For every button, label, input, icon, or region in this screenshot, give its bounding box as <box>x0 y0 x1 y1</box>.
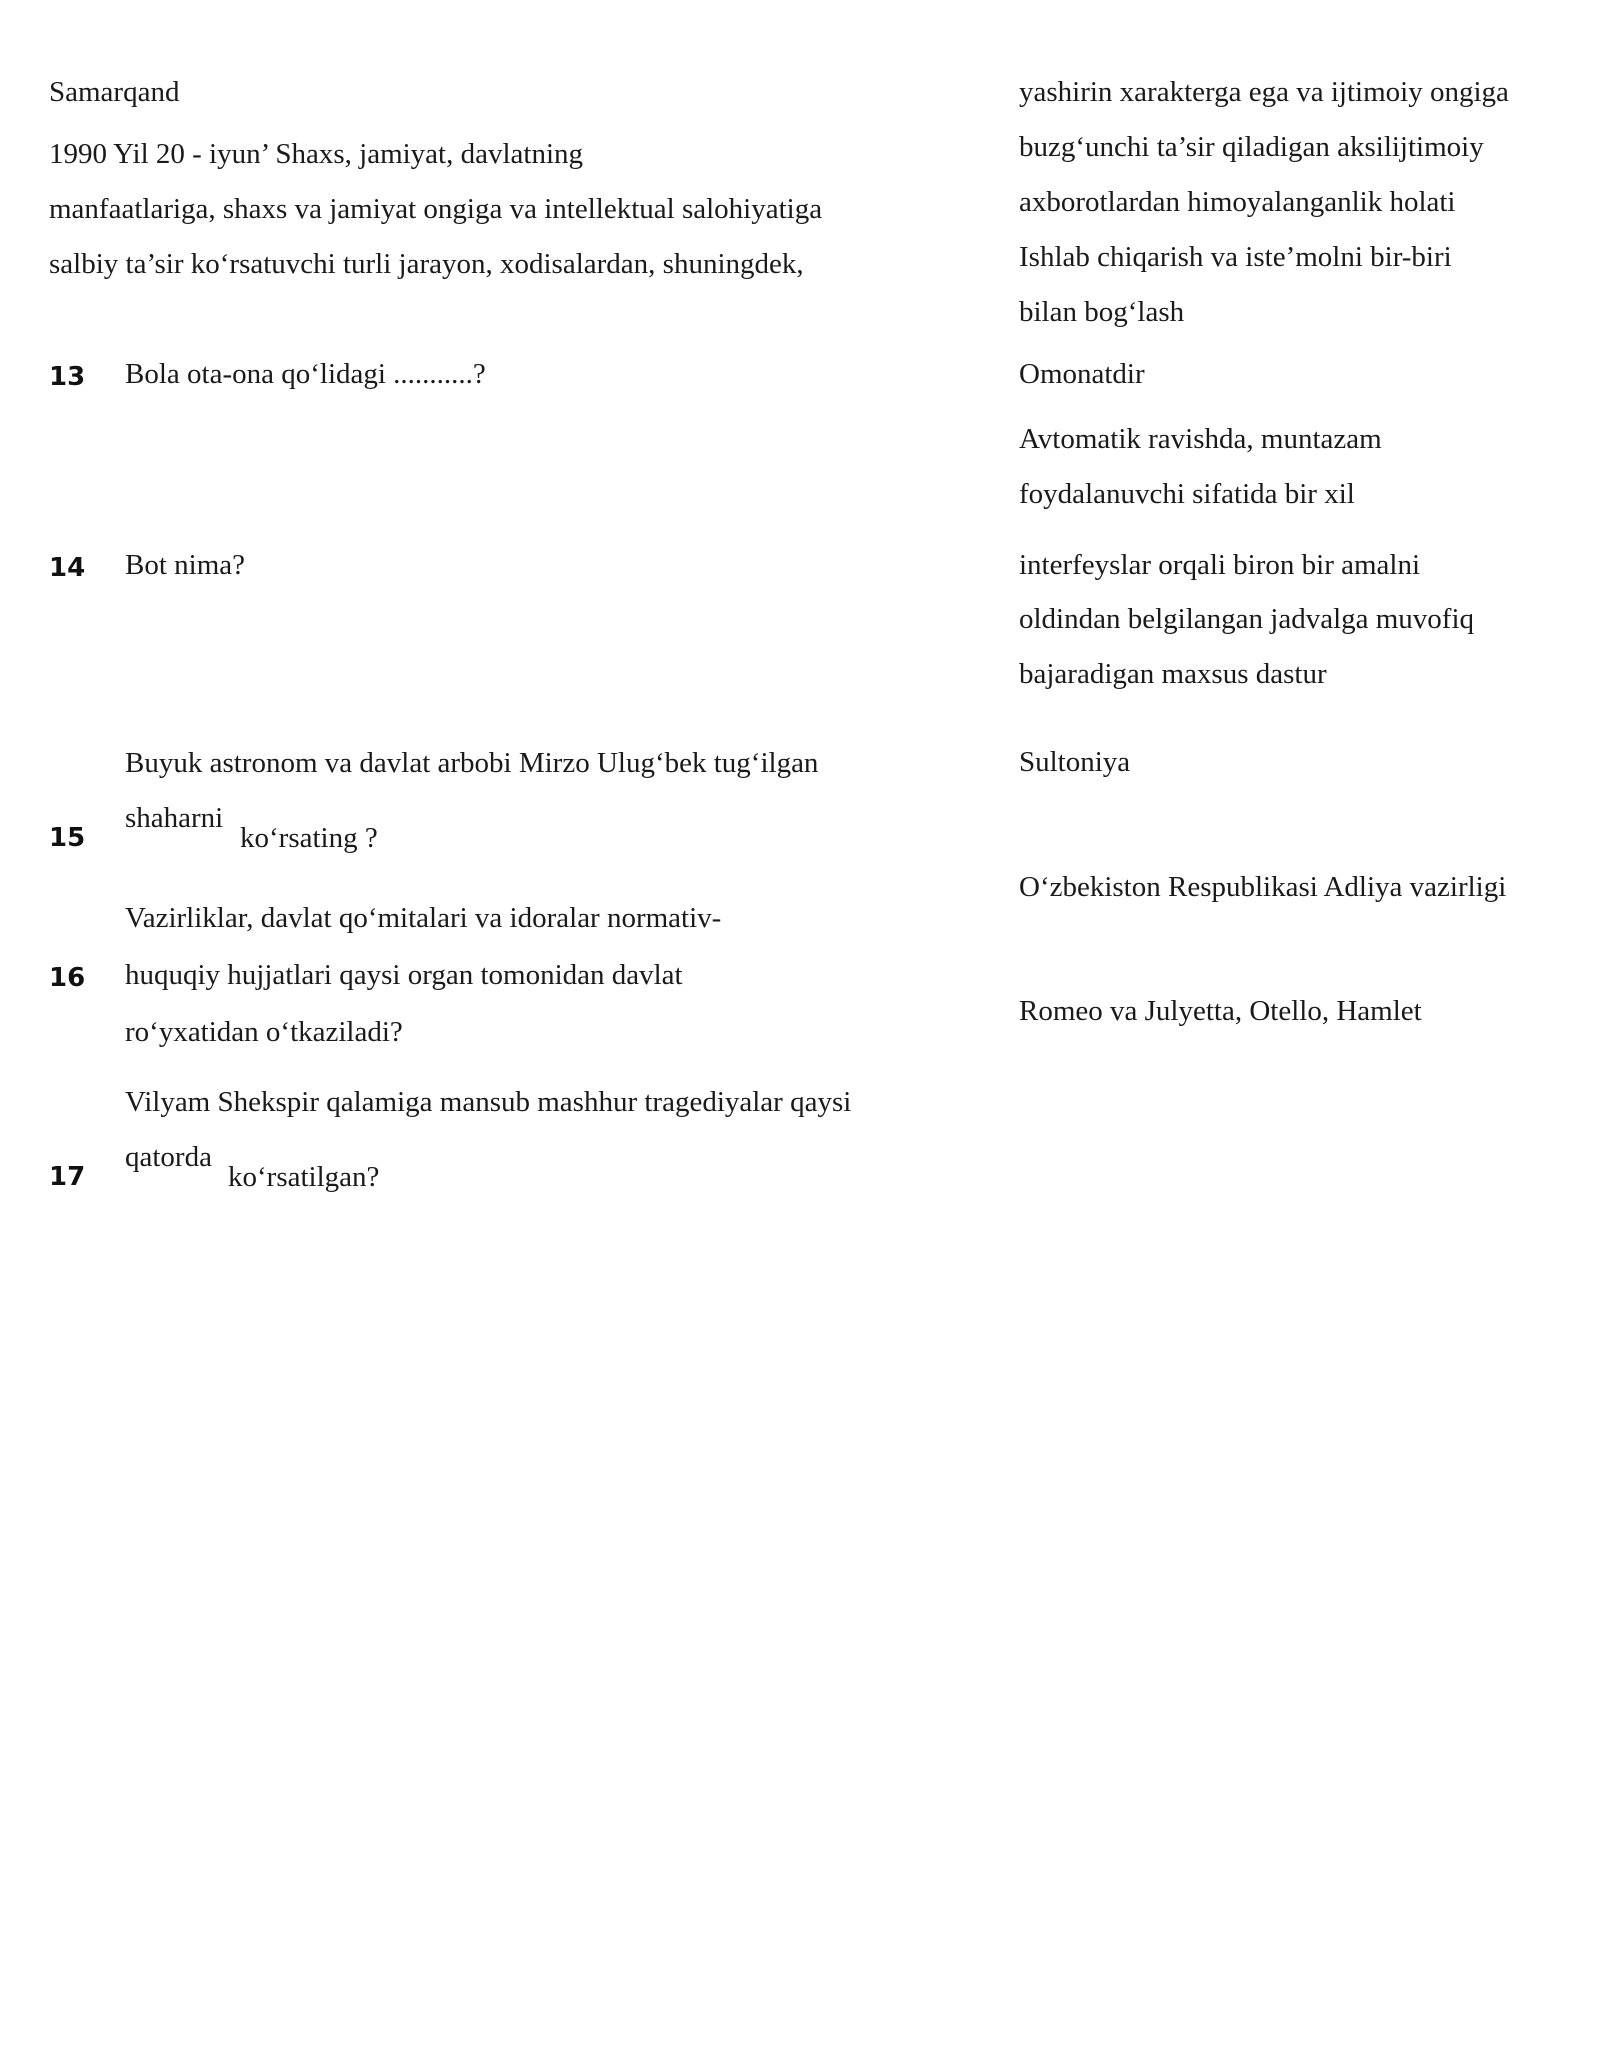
answer-text: Romeo va Julyetta, Otello, Hamlet <box>1019 995 1422 1027</box>
answer-text-line: yashirin xarakterga ega va ijtimoiy ongiga <box>1019 76 1509 108</box>
question-number: 15 <box>49 823 86 853</box>
answer-text-line: interfeyslar orqali biron bir amalni <box>1019 549 1421 581</box>
answer-text: Omonatdir <box>1019 358 1145 390</box>
intro-text-line: Samarqand <box>49 76 180 108</box>
question-number: 14 <box>49 553 86 583</box>
question-text-line: shaharni <box>125 802 224 834</box>
answer-text-line: axborotlardan himoyalanganlik holati <box>1019 186 1456 218</box>
question-number: 17 <box>49 1162 86 1192</box>
question-text-line: Vilyam Shekspir qalamiga mansub mashhur tragediyalar qaysi <box>125 1086 852 1118</box>
answer-text-line: oldindan belgilangan jadvalga muvofiq <box>1019 603 1475 635</box>
answer-text-line: bilan bog‘lash <box>1019 296 1185 328</box>
question-text: Bot nima? <box>125 549 246 581</box>
question-number: 16 <box>49 963 86 993</box>
answer-text: O‘zbekiston Respublikasi Adliya vazirligi <box>1019 871 1507 903</box>
answer-text-line: Avtomatik ravishda, muntazam <box>1019 423 1382 455</box>
answer-text-line: buzg‘unchi ta’sir qiladigan aksilijtimoiy <box>1019 131 1484 163</box>
question-text-line: Vazirliklar, davlat qo‘mitalari va idoralar normativ- <box>125 902 722 934</box>
answer-text-line: bajaradigan maxsus dastur <box>1019 658 1327 690</box>
intro-text-line: manfaatlariga, shaxs va jamiyat ongiga va intellektual salohiyatiga <box>49 193 823 225</box>
answer-text: Sultoniya <box>1019 746 1131 778</box>
question-text-line: ko‘rsating ? <box>240 822 378 854</box>
answer-text-line: foydalanuvchi sifatida bir xil <box>1019 478 1355 510</box>
question-text-line: ro‘yxatidan o‘tkaziladi? <box>125 1016 403 1048</box>
question-number: 13 <box>49 362 86 392</box>
question-text-line: huquqiy hujjatlari qaysi organ tomonidan davlat <box>125 959 683 991</box>
intro-text-line: salbiy ta’sir ko‘rsatuvchi turli jarayon, xodisalardan, shuningdek, <box>49 248 804 280</box>
question-text-line: ko‘rsatilgan? <box>228 1161 380 1193</box>
question-text-line: Buyuk astronom va davlat arbobi Mirzo Ulug‘bek tug‘ilgan <box>125 747 819 779</box>
question-text-line: qatorda <box>125 1141 212 1173</box>
answer-text-line: Ishlab chiqarish va iste’molni bir-biri <box>1019 241 1452 273</box>
intro-text-line: 1990 Yil 20 - iyun’ Shaxs, jamiyat, davlatning <box>49 138 584 170</box>
question-text: Bola ota-ona qo‘lidagi ...........? <box>125 358 486 390</box>
